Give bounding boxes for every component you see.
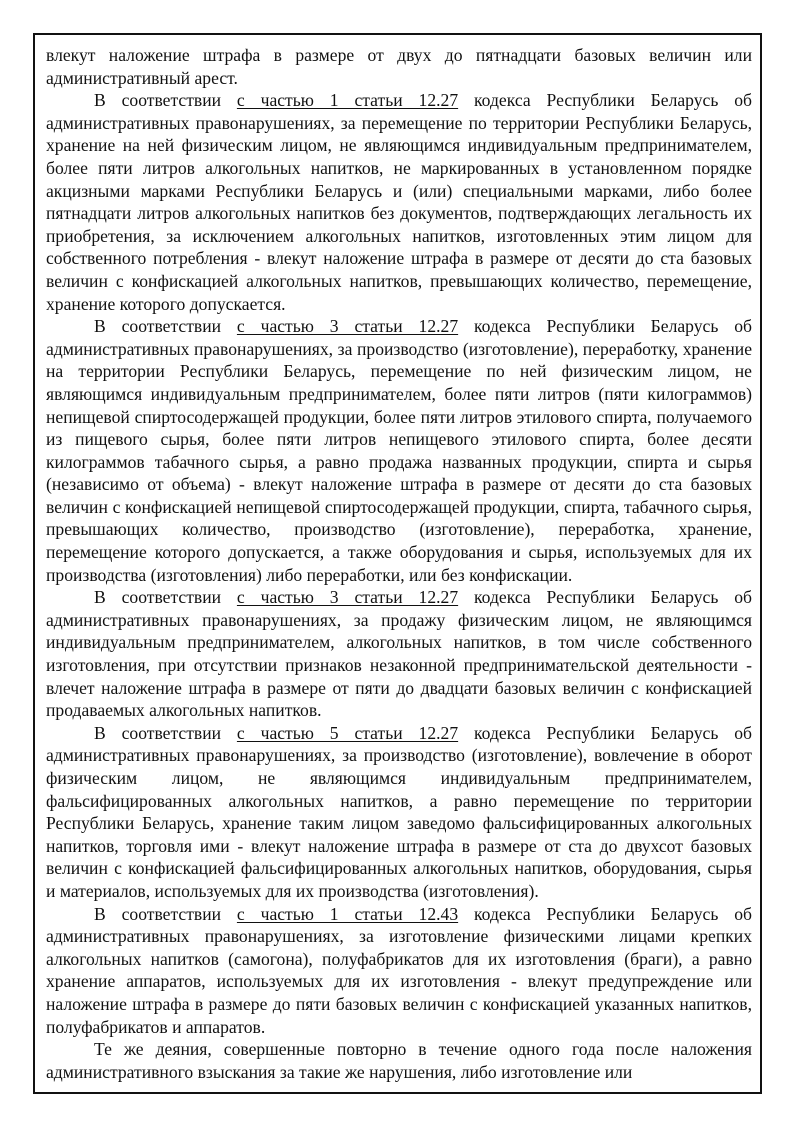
paragraph-text: кодекса Республики Беларусь об административных правонарушениях, за производство (изготовление), вовлечение в оборот физическим лицом, не являющимся индивидуальным предпринимателем, фальсифицированных алкогольных напитков, а равно перемещение по территории Республики Беларусь, хранение таким лицом заведомо фальсифицированных алкогольных напитков, торговля ими - влекут наложение штрафа в размере от ста до двухсот базовых величин с конфискацией фальсифицированных алкогольных напитков, оборудования, сырья и материалов, используемых для их производства (изготовления). xyxy=(46,722,752,901)
paragraph-text: Те же деяния, совершенные повторно в течение одного года после наложения административного взыскания за такие же нарушения, либо изготовление или xyxy=(46,1039,752,1082)
paragraph xyxy=(46,1038,752,1083)
paragraph-text: В соответствии xyxy=(94,722,237,743)
paragraph xyxy=(46,44,752,89)
paragraph-text: влекут наложение штрафа в размере от двух до пятнадцати базовых величин или административный арест. xyxy=(46,45,752,88)
law-reference-link[interactable]: с частью 3 статьи 12.27 xyxy=(236,316,459,337)
paragraph xyxy=(46,722,752,903)
paragraph xyxy=(46,315,752,586)
paragraph-text: кодекса Республики Беларусь об административных правонарушениях, за продажу физическим лицом, не являющимся индивидуальным предпринимателем, алкогольных напитков, в том числе собственного изготовления, при отсутствии признаков незаконной предпринимательской деятельности - влечет наложение штрафа в размере от пяти до двадцати базовых величин с конфискацией продаваемых алкогольных напитков. xyxy=(46,587,752,721)
paragraph xyxy=(46,903,752,1039)
paragraph-text: В соответствии xyxy=(94,90,237,111)
paragraph xyxy=(46,89,752,315)
paragraph-text: В соответствии xyxy=(94,316,237,337)
paragraph-text: В соответствии xyxy=(94,903,237,924)
document-body xyxy=(46,44,752,1083)
law-reference-link[interactable]: с частью 1 статьи 12.43 xyxy=(236,903,459,924)
paragraph-text: кодекса Республики Беларусь об административных правонарушениях, за производство (изготовление), переработку, хранение на территории Республики Беларусь, перемещение по ней физическим лицом, не являющимся индивидуальным предпринимателем, более пяти литров (пяти килограммов) непищевой спиртосодержащей продукции, более пяти литров этилового спирта, получаемого из пищевого сырья, более пяти литров непищевого этилового спирта, более десяти килограммов табачного сырья, а равно продажа названных продукции, спирта и сырья (независимо от объема) - влекут наложение штрафа в размере от десяти до ста базовых величин с конфискацией непищевой спиртосодержащей продукции, спирта, табачного сырья, превышающих количество, производство (изготовление), переработка, хранение, перемещение которого допускается, а также оборудования и сырья, используемых для их производства (изготовления) либо переработки, или без конфискации. xyxy=(46,316,752,585)
law-reference-link[interactable]: с частью 5 статьи 12.27 xyxy=(236,722,459,743)
law-reference-link[interactable]: с частью 3 статьи 12.27 xyxy=(236,587,459,608)
paragraph-text: В соответствии xyxy=(94,587,237,608)
law-reference-link[interactable]: с частью 1 статьи 12.27 xyxy=(236,90,459,111)
paragraph xyxy=(46,586,752,722)
paragraph-text: кодекса Республики Беларусь об административных правонарушениях, за изготовление физическими лицами крепких алкогольных напитков (самогона), полуфабрикатов для их изготовления (браги), а равно хранение аппаратов, используемых для их изготовления - влекут предупреждение или наложение штрафа в размере до пяти базовых величин с конфискацией указанных напитков, полуфабрикатов и аппаратов. xyxy=(46,903,752,1037)
paragraph-text: кодекса Республики Беларусь об административных правонарушениях, за перемещение по территории Республики Беларусь, хранение на ней физическим лицом, не являющимся индивидуальным предпринимателем, более пяти литров алкогольных напитков, не маркированных в установленном порядке акцизными марками Республики Беларусь и (или) специальными марками, либо более пятнадцати литров алкогольных напитков без документов, подтверждающих легальность их приобретения, за исключением алкогольных напитков, изготовленных этим лицом для собственного потребления - влекут наложение штрафа в размере от десяти до ста базовых величин с конфискацией алкогольных напитков, превышающих количество, перемещение, хранение которого допускается. xyxy=(46,90,752,314)
